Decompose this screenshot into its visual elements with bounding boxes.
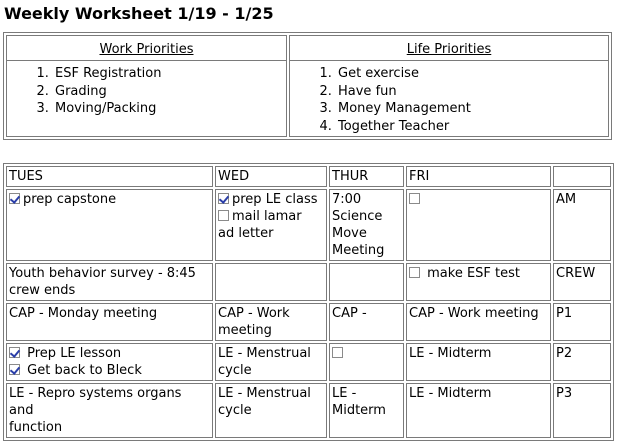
p3-wed-cell (215, 383, 327, 438)
crew-fri-cell (406, 263, 551, 301)
task-text: cycle (218, 403, 252, 418)
table-row (6, 189, 611, 261)
p2-tues-cell (6, 343, 213, 381)
crew-label: CREW (553, 263, 611, 301)
header-wed: WED (215, 166, 327, 187)
weekly-schedule-table (3, 163, 614, 441)
task-text: mail lamar (232, 209, 302, 224)
task-text: ad letter (218, 226, 274, 241)
list-item: 3. Moving/Packing (53, 100, 286, 118)
table-row (6, 263, 611, 301)
work-priorities-header: Work Priorities (7, 36, 286, 61)
task-text: LE - Menstrual (218, 346, 311, 361)
p2-thur-cell (329, 343, 404, 381)
task-text: Prep LE lesson (27, 346, 122, 361)
am-tues-cell (6, 189, 213, 261)
task-text: prep capstone (23, 192, 117, 207)
priorities-table (3, 32, 612, 140)
task-text: cycle (218, 363, 252, 378)
task-text: LE - Repro systems organs and (9, 386, 182, 418)
p2-fri-cell: LE - Midterm (406, 343, 551, 381)
task-text: 7:00 (332, 192, 362, 207)
task-text: function (9, 420, 63, 435)
p3-tues-cell (6, 383, 213, 438)
task-text: Move (332, 226, 367, 241)
list-item: 4. Together Teacher (336, 118, 608, 136)
task-text: LE - Menstrual (218, 386, 311, 401)
list-item: 1. ESF Registration (53, 65, 286, 83)
task-text: meeting (218, 323, 272, 338)
table-header-row (6, 166, 611, 187)
header-fri: FRI (406, 166, 551, 187)
am-thur-cell (329, 189, 404, 261)
work-priorities-list (7, 65, 286, 118)
checkbox-unchecked[interactable] (332, 347, 343, 358)
p2-label: P2 (553, 343, 611, 381)
am-label: AM (553, 189, 611, 261)
am-fri-cell (406, 189, 551, 261)
task-text: LE - (332, 386, 357, 401)
list-item: 2. Have fun (336, 83, 608, 101)
p2-wed-cell (215, 343, 327, 381)
life-priorities-list (290, 65, 608, 135)
task-text: Midterm (332, 403, 386, 418)
crew-tues-cell (6, 263, 213, 301)
p1-thur-cell: CAP - (329, 303, 404, 341)
table-row (6, 303, 611, 341)
table-row (6, 343, 611, 381)
checkbox-checked[interactable] (9, 193, 20, 204)
p3-thur-cell (329, 383, 404, 438)
checkbox-unchecked[interactable] (409, 193, 420, 204)
life-priorities-header: Life Priorities (290, 36, 608, 61)
list-item: 2. Grading (53, 83, 286, 101)
page-title: Weekly Worksheet 1/19 - 1/25 (4, 4, 274, 23)
am-wed-cell (215, 189, 327, 261)
p1-fri-cell: CAP - Work meeting (406, 303, 551, 341)
checkbox-checked[interactable] (9, 347, 20, 358)
checkbox-checked[interactable] (218, 193, 229, 204)
checkbox-unchecked[interactable] (218, 210, 229, 221)
task-text: Get back to Bleck (27, 363, 142, 378)
list-item: 3. Money Management (336, 100, 608, 118)
task-text: make ESF test (427, 266, 521, 281)
task-text: CAP - Work (218, 306, 290, 321)
p1-tues-cell: CAP - Monday meeting (6, 303, 213, 341)
header-tues: TUES (6, 166, 213, 187)
crew-wed-cell (215, 263, 327, 301)
life-priorities-cell (289, 35, 609, 137)
task-text: Youth behavior survey - 8:45 (9, 266, 196, 281)
p3-fri-cell: LE - Midterm (406, 383, 551, 438)
checkbox-checked[interactable] (9, 364, 20, 375)
p1-wed-cell (215, 303, 327, 341)
task-text: Meeting (332, 243, 385, 258)
header-thur: THUR (329, 166, 404, 187)
header-period (553, 166, 611, 187)
p3-label: P3 (553, 383, 611, 438)
work-priorities-cell (6, 35, 287, 137)
table-row (6, 383, 611, 438)
list-item: 1. Get exercise (336, 65, 608, 83)
task-text: Science (332, 209, 383, 224)
p1-label: P1 (553, 303, 611, 341)
checkbox-unchecked[interactable] (409, 267, 420, 278)
crew-thur-cell (329, 263, 404, 301)
task-text: crew ends (9, 283, 76, 298)
task-text: prep LE class (232, 192, 318, 207)
